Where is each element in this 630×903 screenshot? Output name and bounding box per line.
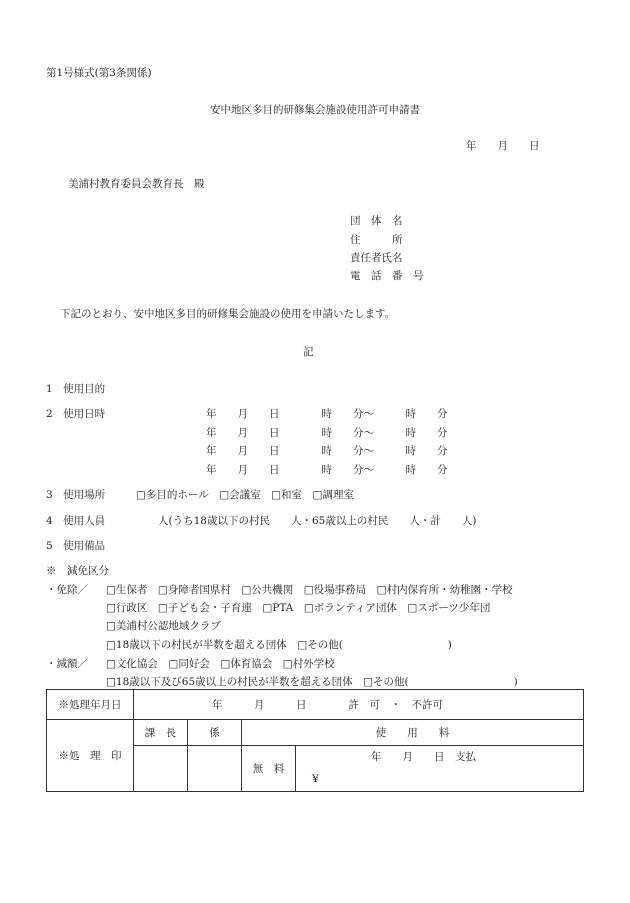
form-number: 第1号様式(第3条関係): [46, 67, 152, 79]
stamp-label: ※処 理 印: [47, 720, 134, 792]
people-detail: 人(うち18歳以下の村民 人・65歳以上の村民 人・計 人): [158, 515, 477, 527]
free-label: 無 料: [242, 746, 296, 792]
datetime-row: 年 月 日 時 分～ 時 分: [206, 464, 448, 476]
kakari-stamp-box: [188, 746, 242, 792]
applicant-phone-label: 電 話 番 号: [350, 270, 424, 282]
exemption-label: ・免除／: [46, 584, 88, 596]
discount-line: □18歳以下及び65歳以上の村民が半数を超える団体 □その他( ): [106, 676, 518, 688]
applicant-group-name-label: 団 体 名: [350, 215, 403, 227]
discount-line: □文化協会 □同好会 □体育協会 □村外学校: [106, 658, 335, 670]
kacho-label: 課 長: [134, 720, 188, 746]
processing-date-value: 年 月 日 許 可 ・ 不許可: [134, 690, 584, 720]
purpose-label: 1 使用目的: [46, 383, 106, 395]
exemption-line: □美浦村公認地域クラブ: [106, 620, 221, 632]
datetime-label: 2 使用日時: [46, 408, 106, 420]
equipment-label: 5 使用備品: [46, 540, 106, 552]
intro-text: 下記のとおり、安中地区多目的研修集会施設の使用を申請いたします。: [60, 308, 396, 320]
people-label: 4 使用人員: [46, 515, 106, 527]
exemption-line: □生保者 □身障者国県村 □公共機関 □役場事務局 □村内保育所・幼稚園・学校: [106, 584, 513, 596]
fee-label: 使 用 料: [242, 720, 584, 746]
place-options: □多目的ホール □会議室 □和室 □調理室: [136, 489, 354, 501]
place-label: 3 使用場所: [46, 489, 106, 501]
reduction-heading: ※ 減免区分: [46, 565, 109, 577]
addressee: 美浦村教育委員会教育長 殿: [68, 178, 205, 190]
kakari-label: 係: [188, 720, 242, 746]
fee-amount: ¥: [296, 768, 584, 792]
form-title: 安中地区多目的研修集会施設使用許可申請書: [210, 104, 420, 116]
processing-date-label: ※処理年月日: [47, 690, 134, 720]
ki-heading: 記: [303, 346, 314, 358]
applicant-representative-label: 責任者氏名: [350, 252, 403, 264]
datetime-row: 年 月 日 時 分～ 時 分: [206, 408, 448, 420]
datetime-row: 年 月 日 時 分～ 時 分: [206, 445, 448, 457]
datetime-row: 年 月 日 時 分～ 時 分: [206, 427, 448, 439]
payment-date: 年 月 日 支払: [296, 746, 584, 768]
application-date: 年 月 日: [466, 140, 540, 152]
discount-label: ・減額／: [46, 658, 88, 670]
applicant-address-label: 住 所: [350, 234, 403, 246]
exemption-line: □行政区 □子ども会・子育連 □PTA □ボランティア団体 □スポーツ少年団: [106, 602, 491, 614]
office-use-table: [46, 689, 584, 792]
exemption-line: □18歳以下の村民が半数を超える団体 □その他( ): [106, 639, 452, 651]
kacho-stamp-box: [134, 746, 188, 792]
